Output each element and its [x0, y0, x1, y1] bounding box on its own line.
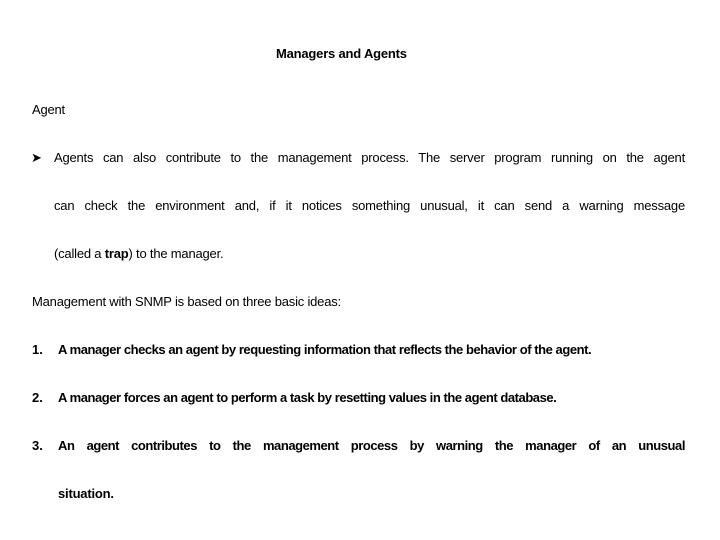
list-item-continuation: situation. — [58, 486, 114, 501]
text: (called a — [54, 246, 105, 261]
trap-term: trap — [104, 246, 129, 261]
list-number: 1. — [32, 342, 43, 357]
page-title: Managers and Agents — [276, 46, 407, 61]
list-number: 2. — [32, 390, 43, 405]
intro-text: Management with SNMP is based on three basic ideas: — [32, 294, 341, 309]
bullet-line — [54, 246, 223, 262]
list-item: A manager forces an agent to perform a task by resetting values in the agent database. — [58, 390, 557, 405]
section-heading: Agent — [32, 102, 65, 117]
text: ) to the manager. — [128, 246, 224, 261]
bullet-line: can check the environment and, if it notices something unusual, it can send a warning message — [54, 198, 685, 213]
list-item: A manager checks an agent by requesting information that reflects the behavior of the agent. — [58, 342, 592, 357]
list-item: An agent contributes to the management process by warning the manager of an unusual — [58, 438, 685, 453]
bullet-line: Agents can also contribute to the management process. The server program running on the agent — [54, 150, 685, 165]
list-number: 3. — [32, 438, 43, 453]
arrowhead-bullet-icon: ➤ — [31, 150, 42, 165]
